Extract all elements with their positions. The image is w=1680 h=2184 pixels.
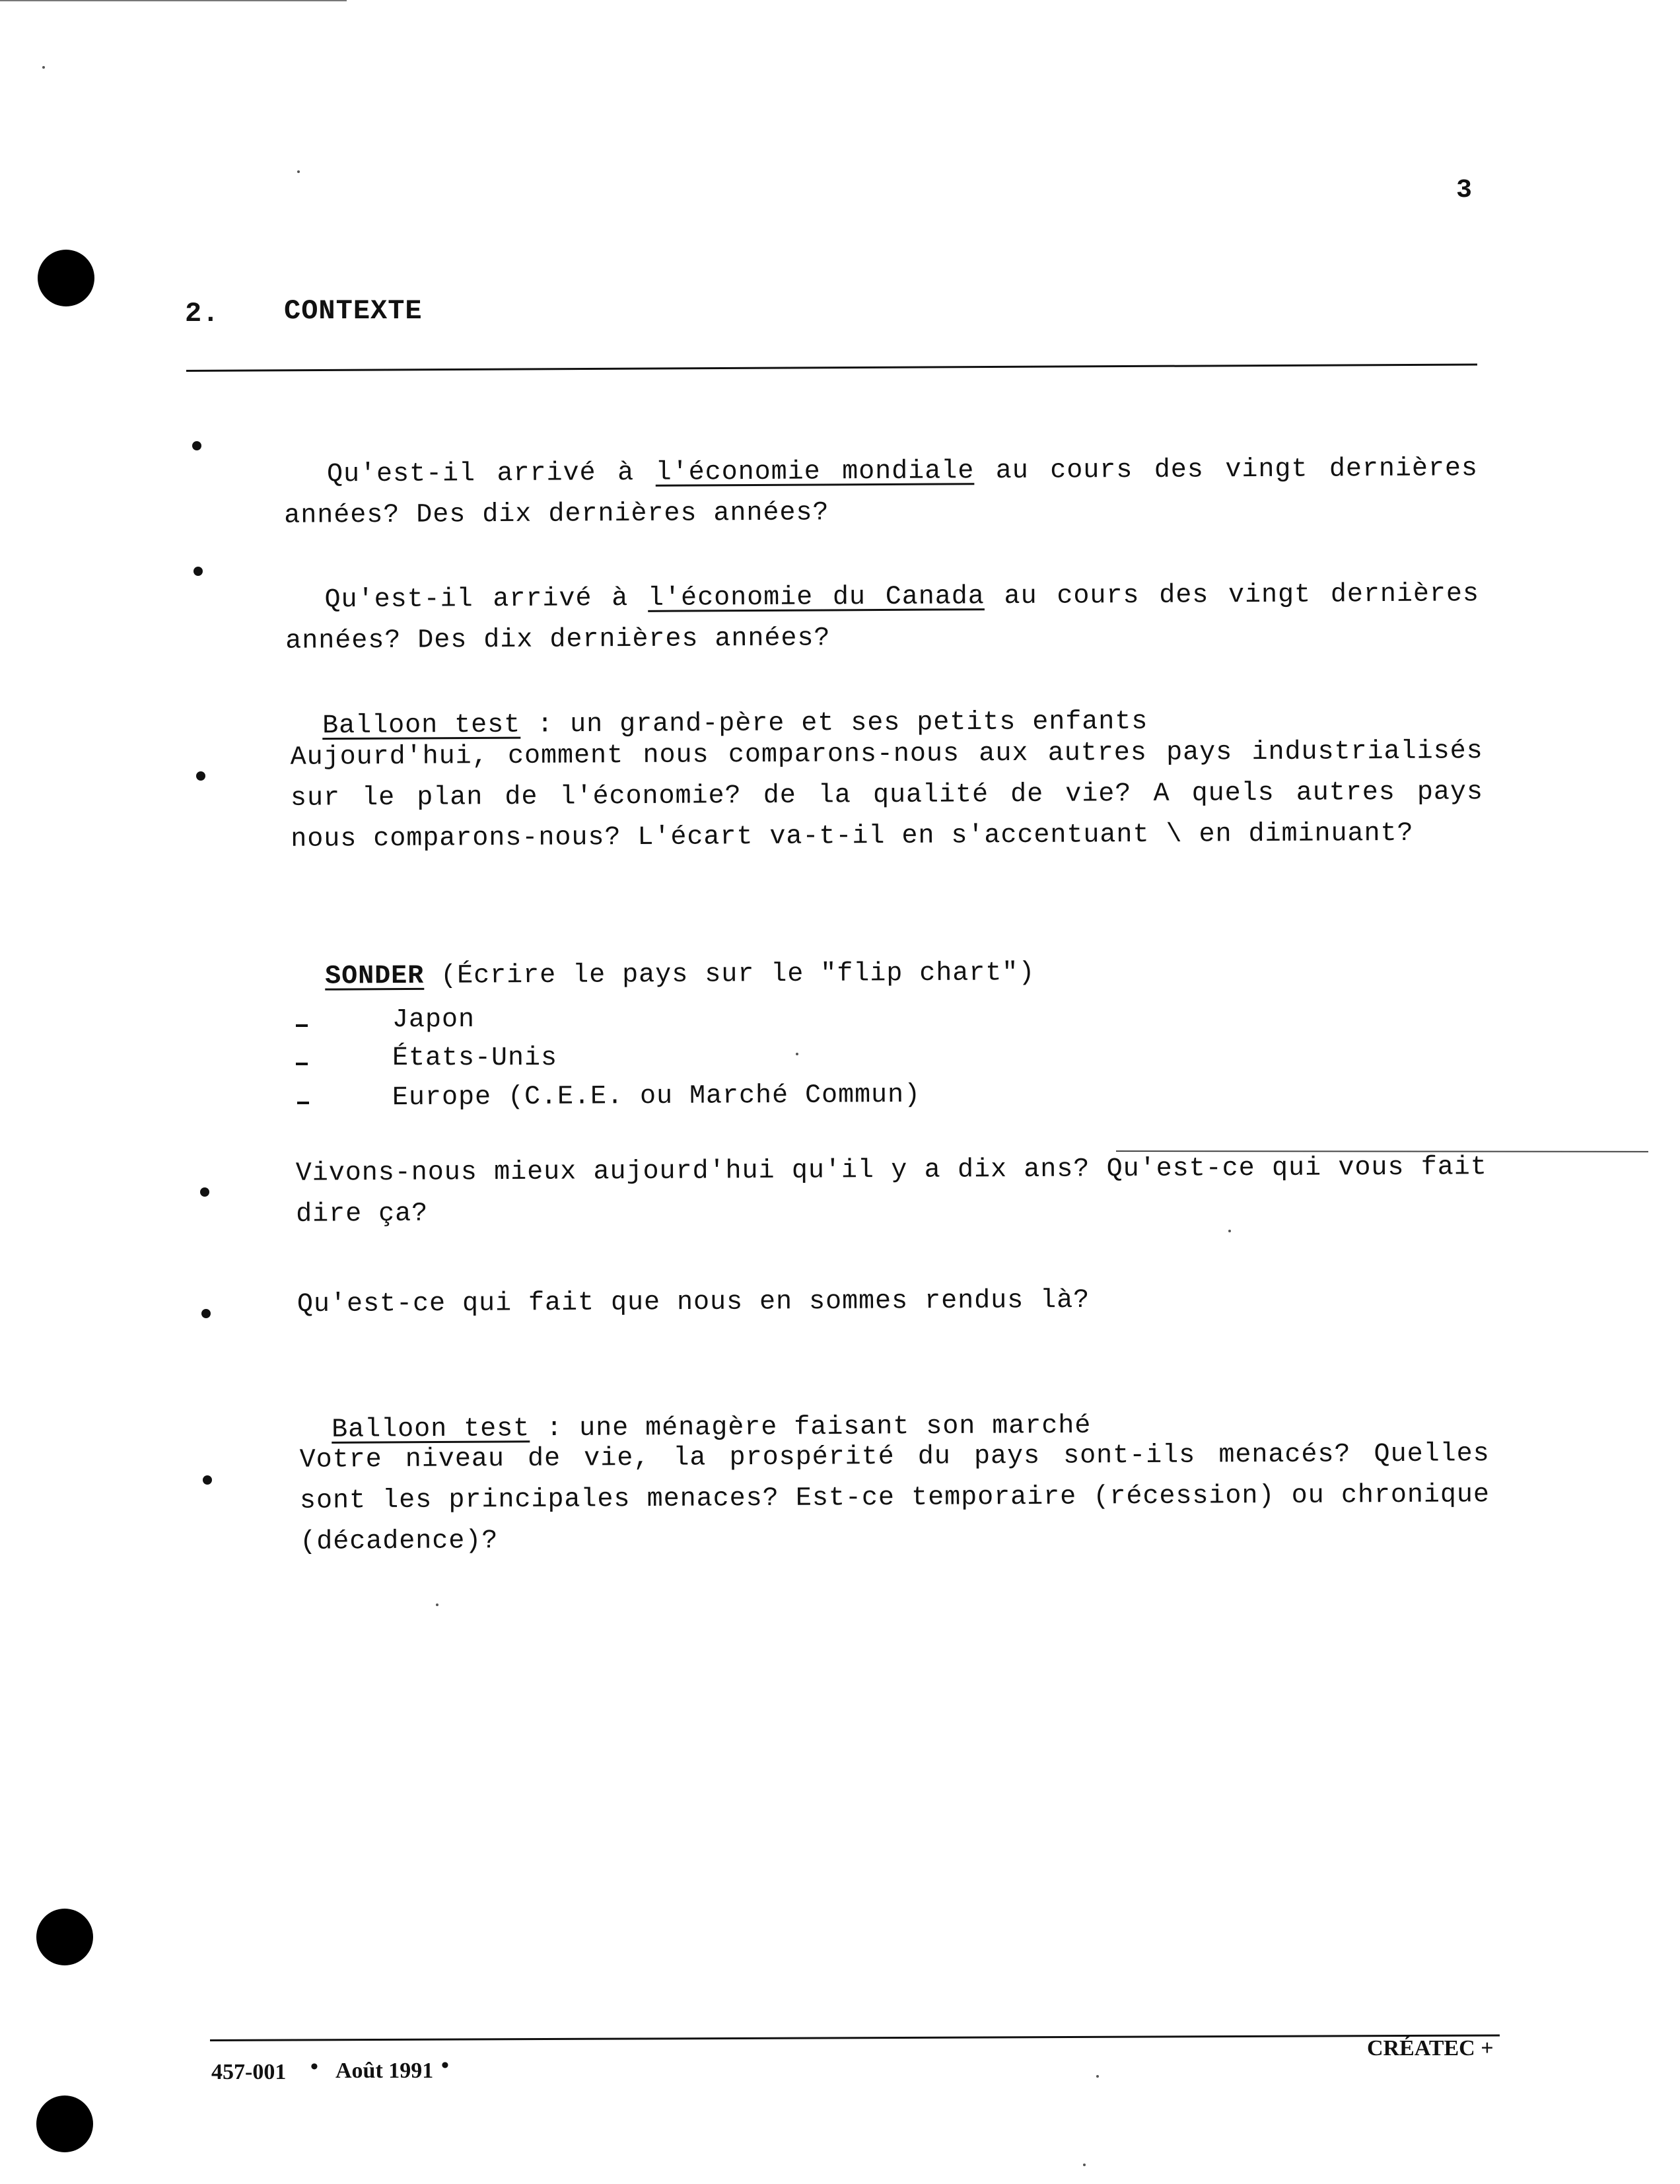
bullet: [201, 1309, 211, 1318]
list-dash: [296, 1063, 308, 1065]
list-item-country: Europe (C.E.E. ou Marché Commun): [392, 1080, 921, 1113]
bullet: [192, 441, 201, 450]
punch-hole-top: [38, 250, 94, 306]
scan-speck: [42, 66, 45, 69]
scan-speck: [796, 1053, 798, 1055]
question-world-economy: [284, 407, 1495, 536]
list-dash: [296, 1024, 308, 1027]
probe-instruction: [292, 912, 1035, 998]
heading-rule: [186, 363, 1477, 372]
scan-speck: [1096, 2075, 1099, 2078]
question-comparison: Aujourd'hui, comment nous comparons-nous aux autres pays industrialisés sur le plan de l'économie? de la qualité de vie? A quels autres pays nous comparons-nous? L'écart va-t-il en s'accentuant \ en diminuant?: [290, 736, 1500, 855]
scan-speck: [1228, 1230, 1231, 1232]
list-item-country: États-Unis: [392, 1043, 558, 1073]
footer-separator-dot: •: [310, 2055, 318, 2079]
question-text-pre: Qu'est-il arrivé à: [324, 583, 648, 616]
footer-date: Août 1991: [335, 2059, 434, 2083]
section-title: CONTEXTE: [284, 295, 423, 327]
footer-document-code: 457-001: [211, 2060, 287, 2084]
probe-label: SONDER: [325, 961, 425, 992]
question-canada-economy: [285, 533, 1496, 662]
question-living-better: Vivons-nous mieux aujourd'hui qu'il y a dix ans? Qu'est-ce qui vous fait dire ça?: [295, 1152, 1504, 1230]
footer-brand: CRÉATEC +: [1367, 2036, 1494, 2061]
question-text-pre: Qu'est-il arrivé à: [326, 458, 656, 490]
balloon-test-label: Balloon test: [322, 710, 521, 742]
scan-speck: [297, 170, 300, 173]
punch-hole-bottom: [36, 2096, 93, 2152]
topic-canada-economy: l'économie du Canada: [648, 582, 985, 614]
bullet: [196, 771, 205, 781]
balloon-test-label: Balloon test: [332, 1414, 530, 1445]
scan-speck: [436, 1603, 438, 1606]
footer-rule: [210, 2035, 1500, 2041]
bullet: [200, 1187, 209, 1197]
footer-separator-dot: •: [441, 2053, 449, 2078]
bullet: [203, 1475, 212, 1485]
list-item-country: Japon: [392, 1005, 475, 1035]
scan-edge-line: [0, 0, 347, 1]
bullet: [193, 567, 203, 576]
page-number: 3: [1456, 176, 1473, 205]
balloon-test-text: : une ménagère faisant son marché: [530, 1411, 1092, 1444]
question-text-post: au cours des vingt dernières années? Des dix dernières années?: [284, 454, 1495, 531]
list-dash: [297, 1102, 309, 1104]
punch-hole-middle: [36, 1909, 93, 1965]
topic-world-economy: l'économie mondiale: [655, 456, 975, 488]
question-text-post: au cours des vingt dernières années? Des dix dernières années?: [285, 579, 1496, 656]
scan-speck: [1083, 2164, 1086, 2166]
section-number: 2.: [185, 298, 220, 330]
balloon-test-text: : un grand-père et ses petits enfants: [520, 707, 1148, 740]
question-threats: Votre niveau de vie, la prospérité du pays sont-ils menacés? Quelles sont les principales menaces? Est-ce temporaire (récession) ou chronique (décadence)?: [299, 1439, 1507, 1557]
probe-text: (Écrire le pays sur le "flip chart"): [424, 958, 1035, 991]
question-how-we-got-here: Qu'est-ce qui fait que nous en sommes rendus là?: [297, 1285, 1090, 1320]
